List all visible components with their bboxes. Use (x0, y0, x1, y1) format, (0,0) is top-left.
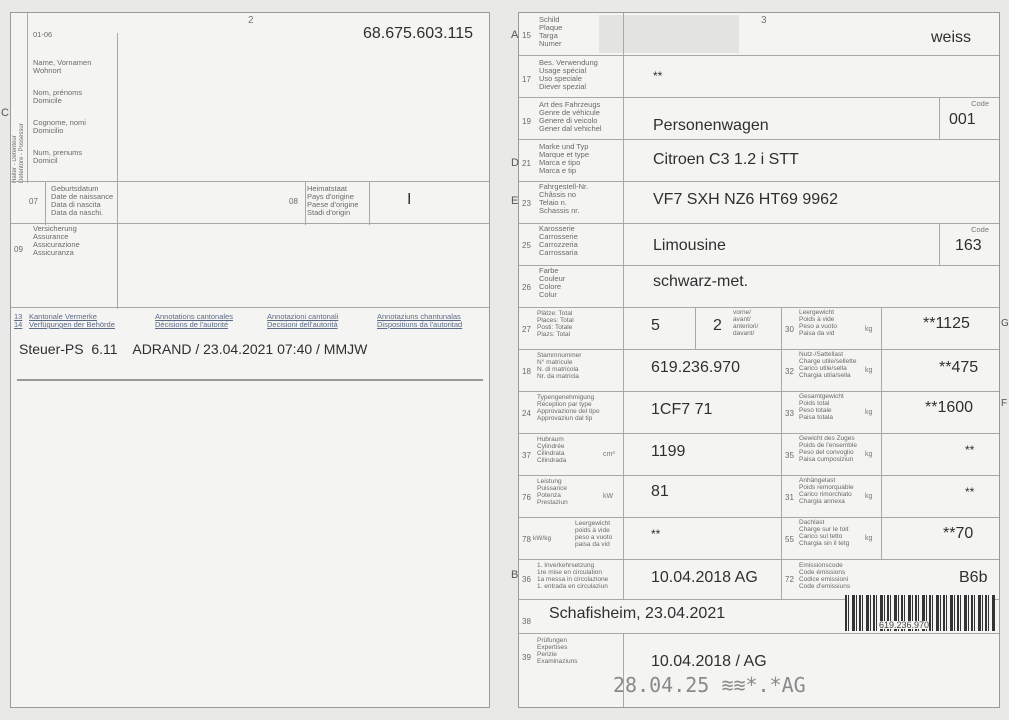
train-weight-value: ** (965, 443, 975, 457)
seats-front-value: 2 (713, 317, 722, 334)
insurance-label: Versicherung Assurance Assicurazione Assicuranza (33, 224, 80, 257)
row-09-number: 09 (14, 245, 23, 254)
displacement-unit: cm³ (603, 451, 615, 458)
row-18-number: 18 (522, 367, 531, 376)
body-label: Karosserie Carrosserie Carrozzeria Carrossaria (539, 224, 578, 257)
row-24-number: 24 (522, 409, 531, 418)
birthdate-label: Geburtsdatum Date de naissance Data di nascita Data da naschi. (51, 184, 114, 217)
notes-rm: Annotaziuns chantunalas Dispositiuns da l'autoritad (377, 312, 463, 329)
name-label-de: Name, Vornamen Wohnort (33, 58, 92, 75)
empty-weight-label: Leergewicht Poids à vide Peso a vuoto Paisa da vid (799, 309, 837, 337)
origin-value: I (407, 191, 412, 208)
row-25-number: 25 (522, 241, 531, 250)
first-registration-value: 10.04.2018 AG (651, 569, 758, 586)
body-code-label: Code (971, 225, 989, 234)
row-13-14-number: 13 14 (14, 312, 23, 329)
displacement-label: Hubraum Cylindrée Cilindrata Cilindrada (537, 436, 567, 464)
power-weight-label: kW/kg (533, 535, 552, 542)
body-value: Limousine (653, 237, 726, 254)
barcode-text: 619.236.970 (879, 620, 930, 630)
body-code: 163 (955, 237, 982, 254)
payload-unit: kg (865, 367, 873, 374)
row-07-number: 07 (29, 197, 38, 206)
vehicle-kind-code-label: Code (971, 99, 989, 108)
emission-code-label: Emissionscode Code émissions Codice emissioni Code d'emissiuns (799, 562, 851, 590)
payload-label: Nutz-/Sattellast Charge utile/sellette Carico utile/sella Chargia utila/sella (799, 351, 857, 379)
make-type-label: Marke und Typ Marque et type Marca e tipo Marca e tip (539, 142, 590, 175)
notes-de: Kantonale Vermerke Verfügungen der Behörde (29, 312, 115, 329)
color-value: schwarz-met. (653, 273, 749, 290)
make-type-value: Citroen C3 1.2 i STT (653, 151, 799, 168)
total-weight-unit: kg (865, 409, 873, 416)
row-78-number: 78 (522, 535, 531, 544)
row-55-number: 55 (785, 535, 794, 544)
row-39-number: 39 (522, 653, 531, 662)
row-33-number: 33 (785, 409, 794, 418)
section-letter-b: B (511, 569, 519, 581)
name-label-it: Cognome, nomi Domicilio (33, 118, 86, 135)
section-letter-c: C (1, 107, 9, 119)
row-37-number: 37 (522, 451, 531, 460)
train-weight-unit: kg (865, 451, 873, 458)
power-weight-value: ** (651, 527, 661, 541)
inspection-stamp: 28.04.25 ≋≋*.*AG (613, 673, 806, 697)
roof-load-unit: kg (865, 535, 873, 542)
chassis-label: Fahrgestell-Nr. Châssis no Telaio n. Schassis nr. (539, 182, 589, 215)
matriculation-label: Stammnummer N° matricule N. di matricola Nr. da matricla (537, 352, 582, 380)
row-76-number: 76 (522, 493, 531, 502)
row-08-number: 08 (289, 197, 298, 206)
roof-load-label: Dachlast Charge sur le toit Carico sul tetto Chargia sin il tetg (799, 519, 850, 547)
row-15-number: 15 (522, 31, 531, 40)
vehicle-kind-code: 001 (949, 111, 976, 128)
row-38-number: 38 (522, 617, 531, 626)
seats-label: Plätze: Total Places: Total Posti: Totale Plazs: Total (537, 310, 574, 338)
name-label-rm: Num, prenums Domicil (33, 148, 83, 165)
emission-code-value: B6b (959, 569, 988, 586)
first-registration-label: 1. Inverkehrsetzung 1re mise en circulation 1a messa in circolazione 1. entrada en circulaziun (537, 562, 609, 590)
towing-label: Anhängelast Poids remorquable Carico rimorchiato Chargia annexa (799, 477, 854, 505)
page-number: 2 (248, 15, 254, 26)
matriculation-value: 619.236.970 (651, 359, 740, 376)
type-approval-value: 1CF7 71 (651, 401, 713, 418)
row-01-label: 01-06 (33, 30, 53, 39)
seats-total-value: 5 (651, 317, 660, 334)
plate-redaction (599, 15, 739, 53)
power-label: Leistung Puissance Potenza Prestaziun (537, 478, 568, 506)
towing-unit: kg (865, 493, 873, 500)
total-weight-value: **1600 (925, 399, 974, 416)
row-17-number: 17 (522, 75, 531, 84)
row-30-number: 30 (785, 325, 794, 334)
section-letter-g: G (1001, 318, 1009, 329)
inspections-label: Prüfungen Expertises Perizie Examinaziuns (537, 637, 578, 665)
right-page (511, 12, 1000, 708)
origin-label: Heimatstaat Pays d'origine Paese d'origine Stadi d'origin (307, 184, 359, 217)
section-letter-f: F (1001, 398, 1008, 409)
total-weight-label: Gesamtgewicht Poids total Peso totale Paisa totala (799, 393, 844, 421)
empty-weight-unit: kg (865, 326, 873, 333)
inspection-value: 10.04.2018 / AG (651, 653, 767, 670)
seats-front-label: vorne/ avant/ anteriori/ davant/ (733, 309, 759, 337)
power-weight-sub-label: Leergewicht poids à vide peso a vuoto paisa da vid (575, 520, 613, 548)
row-27-number: 27 (522, 325, 531, 334)
plate-value: weiss (931, 29, 972, 46)
row-21-number: 21 (522, 159, 531, 168)
row-31-number: 31 (785, 493, 794, 502)
issue-place-date: Schafisheim, 23.04.2021 (549, 605, 726, 622)
holder-label: Halter - Détenteur Detentore - Possessur (12, 123, 25, 183)
power-value: 81 (651, 483, 669, 500)
empty-weight-value: **1125 (923, 315, 970, 332)
section-letter-a: A (511, 29, 519, 41)
page-number: 3 (761, 15, 767, 26)
row-36-number: 36 (522, 575, 531, 584)
notes-fr: Annotations cantonales Décisions de l'autorité (155, 312, 233, 329)
type-approval-label: Typengenehmigung Réception par type Approvazione del tipo Approvaziun dal tip (537, 394, 600, 422)
name-label-fr: Nom, prénoms Domicile (33, 88, 83, 105)
row-26-number: 26 (522, 283, 531, 292)
displacement-value: 1199 (651, 443, 686, 460)
tax-line: Steuer-PS 6.11 ADRAND / 23.04.2021 07:40 / MMJW (19, 341, 368, 357)
row-19-number: 19 (522, 117, 531, 126)
plate-label: Schild Plaque Targa Numer (539, 15, 563, 48)
row-35-number: 35 (785, 451, 794, 460)
row-23-number: 23 (522, 199, 531, 208)
left-page (1, 12, 490, 708)
special-use-label: Bes. Verwendung Usage spécial Uso speciale Diever spezial (539, 58, 598, 91)
notes-it: Annotazioni cantonali Decisioni dell'autorità (267, 312, 339, 329)
towing-value: ** (965, 485, 975, 499)
section-letter-e: E (511, 195, 519, 207)
vehicle-kind-label: Art des Fahrzeugs Genre de véhicule Genere di veicolo Gener dal vehichel (539, 100, 602, 133)
section-letter-d: D (511, 157, 519, 169)
payload-value: **475 (939, 359, 979, 376)
row-72-number: 72 (785, 575, 794, 584)
power-unit: kW (603, 493, 614, 500)
train-weight-label: Gewicht des Zuges Poids de l'ensemble Peso del convoglio Paisa cumposiziun (799, 435, 857, 463)
color-label: Farbe Couleur Colore Colur (539, 266, 566, 299)
chassis-value: VF7 SXH NZ6 HT69 9962 (653, 191, 838, 208)
row-32-number: 32 (785, 367, 794, 376)
special-use-value: ** (653, 69, 663, 83)
roof-load-value: **70 (943, 525, 974, 542)
vehicle-kind-value: Personenwagen (653, 117, 769, 134)
document-number: 68.675.603.115 (363, 25, 474, 42)
